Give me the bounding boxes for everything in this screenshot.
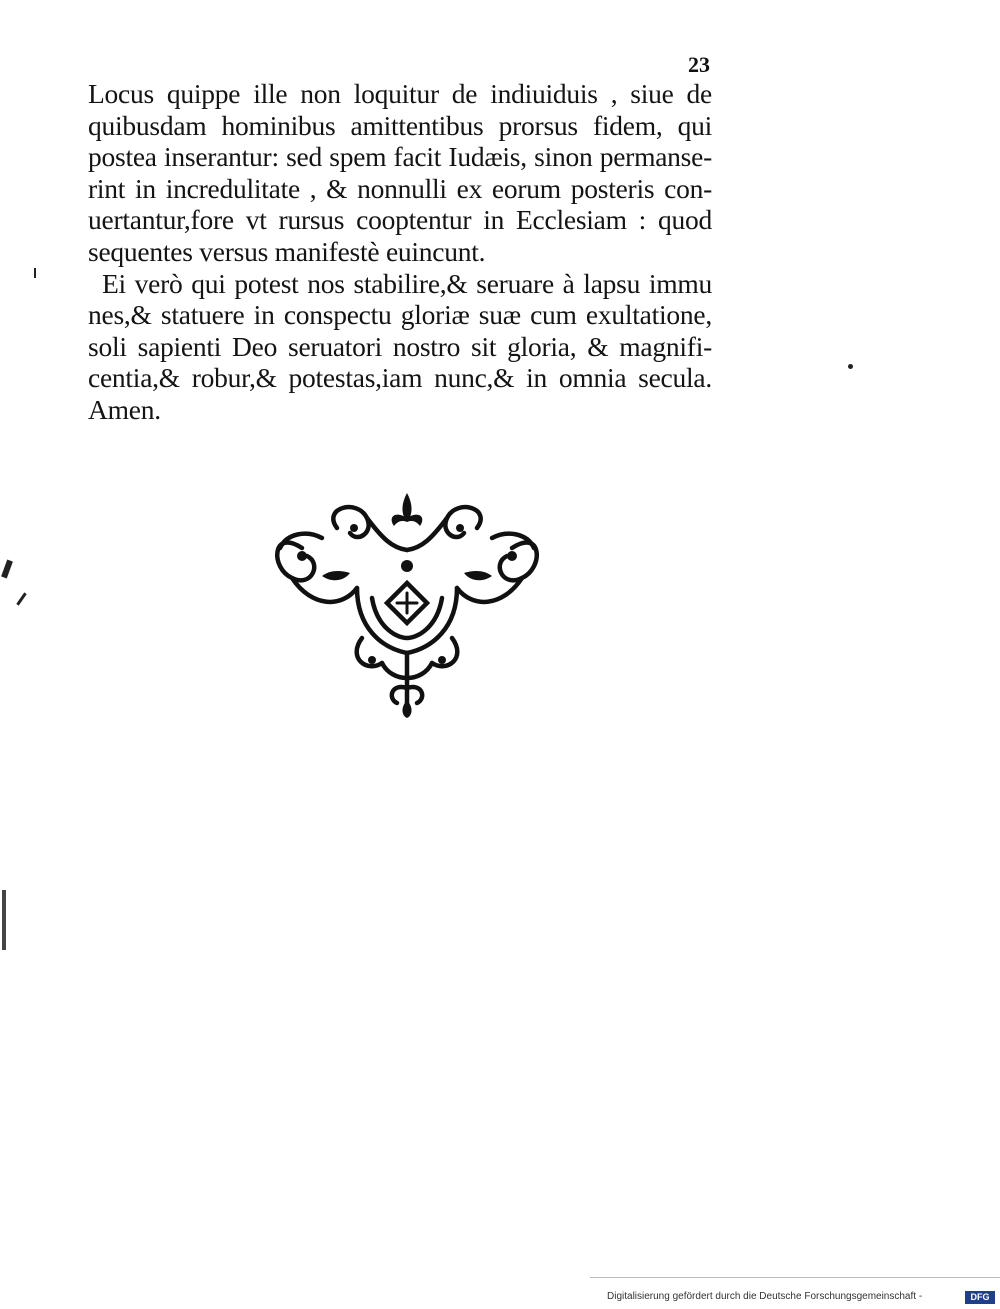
dfg-logo: DFG [965, 1291, 995, 1304]
text-line-7: Ei verò qui potest nos stabilire,& seruare à lapsu immu [102, 267, 712, 299]
text-line-4: rint in incredulitate , & nonnulli ex eorum posteris con- [88, 172, 712, 204]
text-line-9: soli sapienti Deo seruatori nostro sit gloria, & magnifi- [88, 330, 712, 362]
footer-rule [590, 1277, 1000, 1278]
text-line-5: uertantur,fore vt rursus cooptentur in Ecclesiam : quod [88, 204, 712, 236]
text-line-6: sequentes versus manifestè euincunt. [88, 235, 486, 267]
scan-mark-4 [34, 268, 36, 278]
body-text [88, 78, 712, 426]
text-line-2: quibusdam hominibus amittentibus prorsus fidem, qui [88, 109, 712, 141]
text-line-3: postea inserantur: sed spem facit Iudæis, sinon permanse- [88, 141, 712, 173]
text-line-10: centia,& robur,& potestas,iam nunc,& in omnia secula. [88, 362, 712, 394]
scan-mark-1 [1, 560, 13, 579]
text-line-8: nes,& statuere in conspectu gloriæ suæ cum exultatione, [88, 299, 712, 331]
page-number: 23 [688, 52, 710, 77]
scan-mark-5 [848, 364, 853, 369]
scan-mark-2 [16, 592, 26, 605]
text-line-1: Locus quippe ille non loquitur de indiuiduis , siue de [88, 78, 712, 109]
digitization-credit: Digitalisierung gefördert durch die Deutsche Forschungsgemeinschaft - [607, 1291, 923, 1302]
printers-ornament [262, 488, 552, 720]
scan-mark-3 [2, 890, 6, 950]
text-line-11: Amen. [88, 393, 161, 425]
